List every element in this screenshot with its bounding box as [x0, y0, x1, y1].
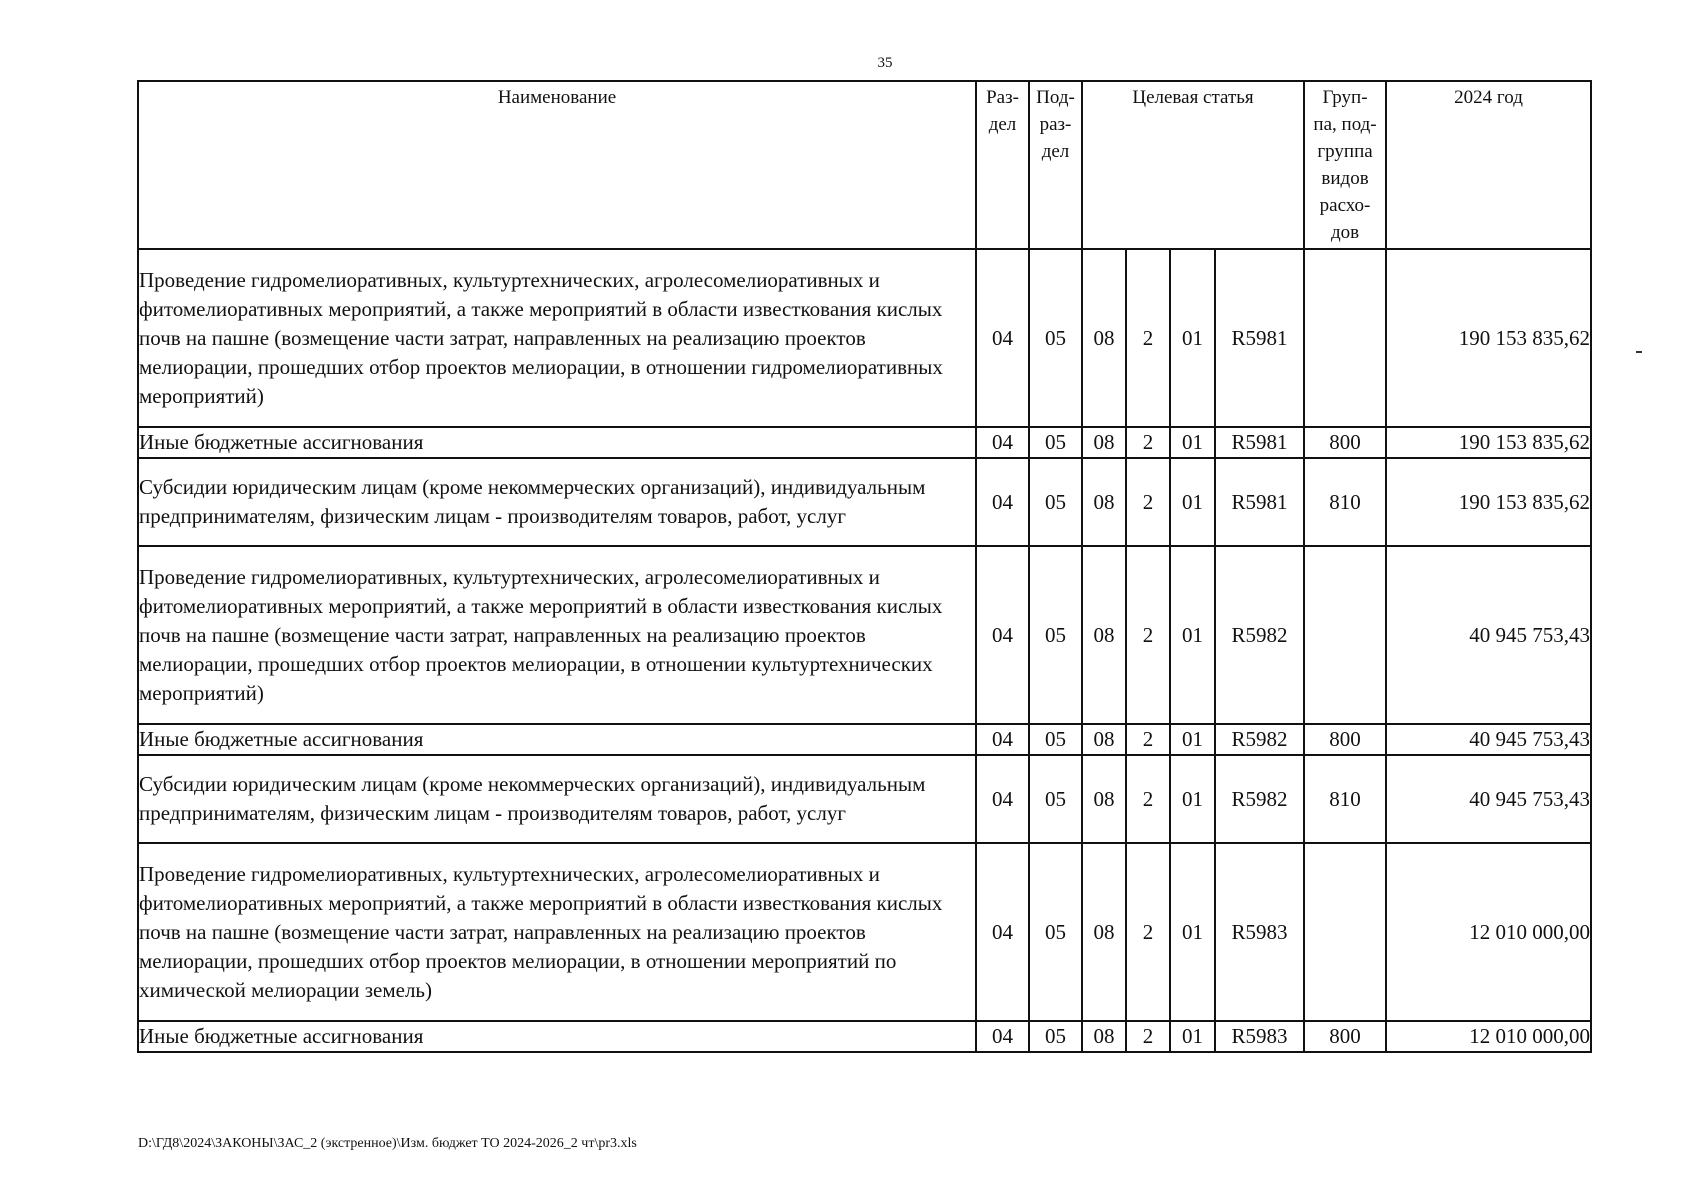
row-name: Иные бюджетные ассигнования	[138, 724, 976, 755]
row-target-program: 08	[1082, 427, 1126, 458]
row-amount: 12 010 000,00	[1386, 1021, 1591, 1052]
row-subsection: 05	[1029, 843, 1082, 1021]
table-row	[138, 458, 1591, 546]
row-target-direction: R5981	[1215, 249, 1304, 427]
row-target-program: 08	[1082, 1021, 1126, 1052]
row-target-direction: R5982	[1215, 755, 1304, 843]
row-target-program: 08	[1082, 755, 1126, 843]
row-subsection: 05	[1029, 755, 1082, 843]
row-amount: 12 010 000,00	[1386, 843, 1591, 1021]
row-target-event: 01	[1170, 724, 1215, 755]
row-name: Иные бюджетные ассигнования	[138, 427, 976, 458]
row-target-direction: R5981	[1215, 458, 1304, 546]
row-section: 04	[976, 724, 1029, 755]
row-target-program: 08	[1082, 458, 1126, 546]
row-amount: 190 153 835,62	[1386, 458, 1591, 546]
table-row	[138, 843, 1591, 1021]
table-row	[138, 755, 1591, 843]
row-target-program: 08	[1082, 724, 1126, 755]
row-name: Иные бюджетные ассигнования	[138, 1021, 976, 1052]
row-subsection: 05	[1029, 249, 1082, 427]
row-subsection: 05	[1029, 458, 1082, 546]
row-target-event: 01	[1170, 755, 1215, 843]
table-row	[138, 724, 1591, 755]
row-target-event: 01	[1170, 427, 1215, 458]
row-target-program: 08	[1082, 546, 1126, 724]
row-name: Субсидии юридическим лицам (кроме некоммерческих организаций), индивидуальным предпринимателям, физическим лицам - производителям товаров, работ, услуг	[138, 755, 976, 843]
footer-file-path: D:\ГД8\2024\ЗАКОНЫ\ЗАС_2 (экстренное)\Изм. бюджет ТО 2024-2026_2 чт\pr3.xls	[138, 1136, 637, 1151]
row-amount: 40 945 753,43	[1386, 724, 1591, 755]
row-target-subprogram: 2	[1126, 1021, 1170, 1052]
stray-mark	[1636, 351, 1642, 353]
row-section: 04	[976, 1021, 1029, 1052]
row-target-direction: R5982	[1215, 546, 1304, 724]
row-section: 04	[976, 458, 1029, 546]
row-subsection: 05	[1029, 546, 1082, 724]
row-section: 04	[976, 843, 1029, 1021]
row-target-program: 08	[1082, 843, 1126, 1021]
table-row	[138, 427, 1591, 458]
row-subsection: 05	[1029, 1021, 1082, 1052]
row-subsection: 05	[1029, 427, 1082, 458]
row-expense-group: 800	[1304, 724, 1386, 755]
row-section: 04	[976, 546, 1029, 724]
row-target-direction: R5983	[1215, 843, 1304, 1021]
row-target-event: 01	[1170, 458, 1215, 546]
row-section: 04	[976, 755, 1029, 843]
row-target-subprogram: 2	[1126, 546, 1170, 724]
row-name: Проведение гидромелиоративных, культуртехнических, агролесомелиоративных и фитомелиоративных мероприятий, а также мероприятий в области известкования кислых почв на пашне (возмещение части затрат, направленных на реализацию проектов мелиорации, прошедших отбор проектов мелиорации, в отношении мероприятий по химической мелиорации земель)	[138, 843, 976, 1021]
row-target-direction: R5983	[1215, 1021, 1304, 1052]
row-target-subprogram: 2	[1126, 755, 1170, 843]
header-year: 2024 год	[1386, 81, 1591, 249]
row-target-event: 01	[1170, 546, 1215, 724]
row-name: Проведение гидромелиоративных, культуртехнических, агролесомелиоративных и фитомелиоративных мероприятий, а также мероприятий в области известкования кислых почв на пашне (возмещение части затрат, направленных на реализацию проектов мелиорации, прошедших отбор проектов мелиорации, в отношении культуртехнических мероприятий)	[138, 546, 976, 724]
row-expense-group: 810	[1304, 458, 1386, 546]
header-expense-group: Груп- па, под- группа видов расхо- дов	[1304, 81, 1386, 249]
header-subsection: Под- раз- дел	[1029, 81, 1082, 249]
row-section: 04	[976, 249, 1029, 427]
table-row	[138, 546, 1591, 724]
row-expense-group: 810	[1304, 755, 1386, 843]
table-row	[138, 1021, 1591, 1052]
row-target-subprogram: 2	[1126, 249, 1170, 427]
row-expense-group	[1304, 843, 1386, 1021]
budget-table	[137, 80, 1592, 1053]
row-target-event: 01	[1170, 249, 1215, 427]
row-amount: 40 945 753,43	[1386, 546, 1591, 724]
row-target-direction: R5981	[1215, 427, 1304, 458]
row-target-event: 01	[1170, 843, 1215, 1021]
row-target-subprogram: 2	[1126, 427, 1170, 458]
row-amount: 190 153 835,62	[1386, 427, 1591, 458]
row-expense-group: 800	[1304, 427, 1386, 458]
row-amount: 40 945 753,43	[1386, 755, 1591, 843]
row-target-direction: R5982	[1215, 724, 1304, 755]
row-expense-group	[1304, 546, 1386, 724]
header-name: Наименование	[138, 81, 976, 249]
row-amount: 190 153 835,62	[1386, 249, 1591, 427]
row-target-event: 01	[1170, 1021, 1215, 1052]
row-target-subprogram: 2	[1126, 724, 1170, 755]
table-row	[138, 249, 1591, 427]
header-target-article: Целевая статья	[1082, 81, 1304, 249]
row-name: Субсидии юридическим лицам (кроме некоммерческих организаций), индивидуальным предпринимателям, физическим лицам - производителям товаров, работ, услуг	[138, 458, 976, 546]
page-number: 35	[877, 55, 893, 71]
row-subsection: 05	[1029, 724, 1082, 755]
row-section: 04	[976, 427, 1029, 458]
header-row	[138, 81, 1591, 249]
row-expense-group	[1304, 249, 1386, 427]
row-name: Проведение гидромелиоративных, культуртехнических, агролесомелиоративных и фитомелиоративных мероприятий, а также мероприятий в области известкования кислых почв на пашне (возмещение части затрат, направленных на реализацию проектов мелиорации, прошедших отбор проектов мелиорации, в отношении гидромелиоративных мероприятий)	[138, 249, 976, 427]
header-section: Раз- дел	[976, 81, 1029, 249]
row-target-subprogram: 2	[1126, 843, 1170, 1021]
row-target-program: 08	[1082, 249, 1126, 427]
row-expense-group: 800	[1304, 1021, 1386, 1052]
row-target-subprogram: 2	[1126, 458, 1170, 546]
